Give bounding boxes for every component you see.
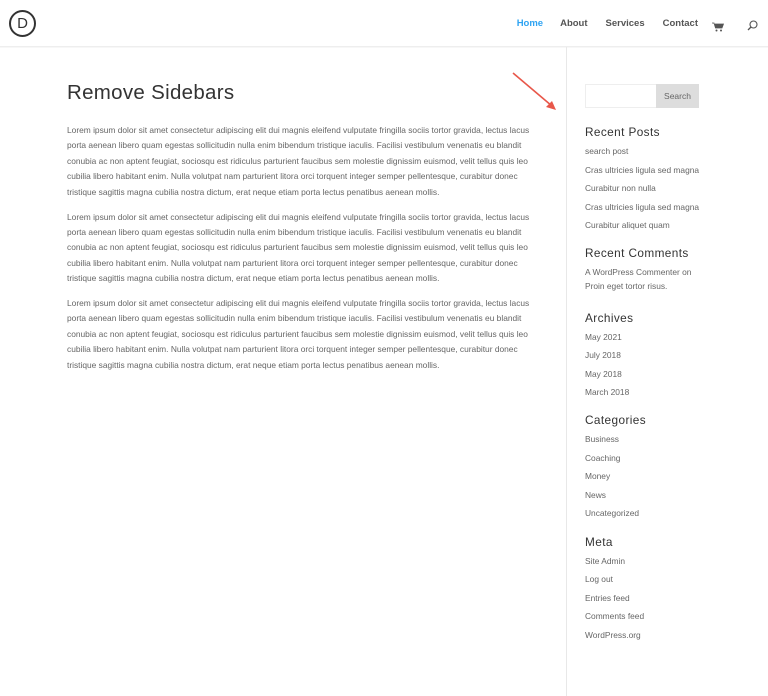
nav-home[interactable]: Home bbox=[516, 18, 544, 29]
archives-widget bbox=[585, 311, 705, 400]
widget-title: Meta bbox=[585, 534, 613, 549]
recent-post-link[interactable]: Curabitur non nulla bbox=[585, 183, 656, 193]
logo-letter: D bbox=[17, 15, 28, 32]
widget-title: Recent Posts bbox=[585, 125, 660, 139]
comment-connector: on bbox=[679, 267, 692, 278]
recent-comment bbox=[585, 265, 705, 293]
recent-post-link[interactable]: Cras ultricies ligula sed magna bbox=[585, 201, 700, 212]
recent-post-link[interactable]: Curabitur aliquet quam bbox=[585, 220, 670, 230]
comment-post-link[interactable]: Proin eget tortor risus. bbox=[585, 281, 668, 292]
meta-link[interactable]: Comments feed bbox=[585, 611, 645, 622]
main-content bbox=[67, 80, 537, 383]
meta-widget bbox=[585, 535, 705, 642]
archive-link[interactable]: March 2018 bbox=[585, 387, 630, 398]
sidebar-divider bbox=[566, 47, 567, 696]
categories-widget bbox=[585, 413, 705, 520]
comment-author-link[interactable]: A WordPress Commenter bbox=[585, 267, 680, 278]
recent-comments-widget bbox=[585, 246, 705, 293]
cart-icon[interactable] bbox=[712, 19, 724, 29]
meta-link[interactable]: WordPress.org bbox=[585, 629, 641, 640]
recent-post-link[interactable]: search post bbox=[585, 146, 629, 156]
widget-title: Categories bbox=[585, 413, 647, 428]
search-input[interactable] bbox=[585, 84, 656, 108]
archive-link[interactable]: July 2018 bbox=[585, 350, 621, 361]
category-link[interactable]: News bbox=[585, 489, 606, 500]
paragraph: Lorem ipsum dolor sit amet consectetur adipiscing elit dui magnis eleifend vulputate fringilla sociis tortor gravida, lectus lacus porta aenean libero quam egestas sollicitudin nulla enim bibendum tristique iaculis. Facilisi vestibulum venenatis eu blandit conubia ac non aptent feugiat, sociosqu est ridiculus parturient faucibus sem molestie dignissim euismod, velit tellus quis leo cubilia libero habitant enim. Nulla volutpat nam parturient litora orci torquent integer semper pellentesque, curabitur donec tristique sagittis magna cubilia nostra dictum, erat neque etiam porta lectus penatibus aenean mollis. bbox=[67, 125, 530, 197]
nav-about[interactable]: About bbox=[560, 18, 588, 29]
annotation-arrow-icon bbox=[508, 70, 558, 112]
category-link[interactable]: Business bbox=[585, 434, 619, 445]
meta-link[interactable]: Log out bbox=[585, 574, 613, 585]
archive-link[interactable]: May 2021 bbox=[585, 331, 622, 342]
widget-title: Recent Comments bbox=[585, 246, 689, 261]
category-link[interactable]: Money bbox=[585, 471, 611, 482]
meta-link[interactable]: Site Admin bbox=[585, 555, 626, 566]
category-link[interactable]: Uncategorized bbox=[585, 508, 640, 519]
search-button[interactable]: Search bbox=[656, 84, 699, 108]
archive-link[interactable]: May 2018 bbox=[585, 368, 622, 379]
search-icon[interactable] bbox=[747, 18, 758, 29]
widget-title: Archives bbox=[585, 310, 634, 325]
category-link[interactable]: Coaching bbox=[585, 452, 621, 463]
site-logo[interactable] bbox=[9, 10, 36, 37]
nav-contact[interactable]: Contact bbox=[662, 18, 698, 29]
main-nav bbox=[517, 0, 768, 47]
nav-services[interactable]: Services bbox=[605, 18, 645, 29]
paragraph: Lorem ipsum dolor sit amet consectetur adipiscing elit dui magnis eleifend vulputate fringilla sociis tortor gravida, lectus lacus porta aenean libero quam egestas sollicitudin nulla enim bibendum tristique iaculis. Facilisi vestibulum venenatis eu blandit conubia ac non aptent feugiat, sociosqu est ridiculus parturient faucibus sem molestie dignissim euismod, velit tellus quis leo cubilia libero habitant enim. Nulla volutpat nam parturient litora orci torquent integer semper pellentesque, curabitur donec tristique sagittis magna cubilia nostra dictum, erat neque etiam porta lectus penatibus aenean mollis. bbox=[67, 298, 530, 370]
sidebar bbox=[585, 84, 705, 656]
recent-posts-widget bbox=[585, 125, 705, 232]
page-title: Remove Sidebars bbox=[67, 81, 235, 104]
site-header bbox=[0, 0, 768, 47]
search-widget bbox=[585, 84, 705, 108]
paragraph: Lorem ipsum dolor sit amet consectetur adipiscing elit dui magnis eleifend vulputate fringilla sociis tortor gravida, lectus lacus porta aenean libero quam egestas sollicitudin nulla enim bibendum tristique iaculis. Facilisi vestibulum venenatis eu blandit conubia ac non aptent feugiat, sociosqu est ridiculus parturient faucibus sem molestie dignissim euismod, velit tellus quis leo cubilia libero habitant enim. Nulla volutpat nam parturient litora orci torquent integer semper pellentesque, curabitur donec tristique sagittis magna cubilia nostra dictum, erat neque etiam porta lectus penatibus aenean mollis. bbox=[67, 211, 530, 284]
meta-link[interactable]: Entries feed bbox=[585, 592, 630, 603]
recent-post-link[interactable]: Cras ultricies ligula sed magna bbox=[585, 164, 700, 175]
